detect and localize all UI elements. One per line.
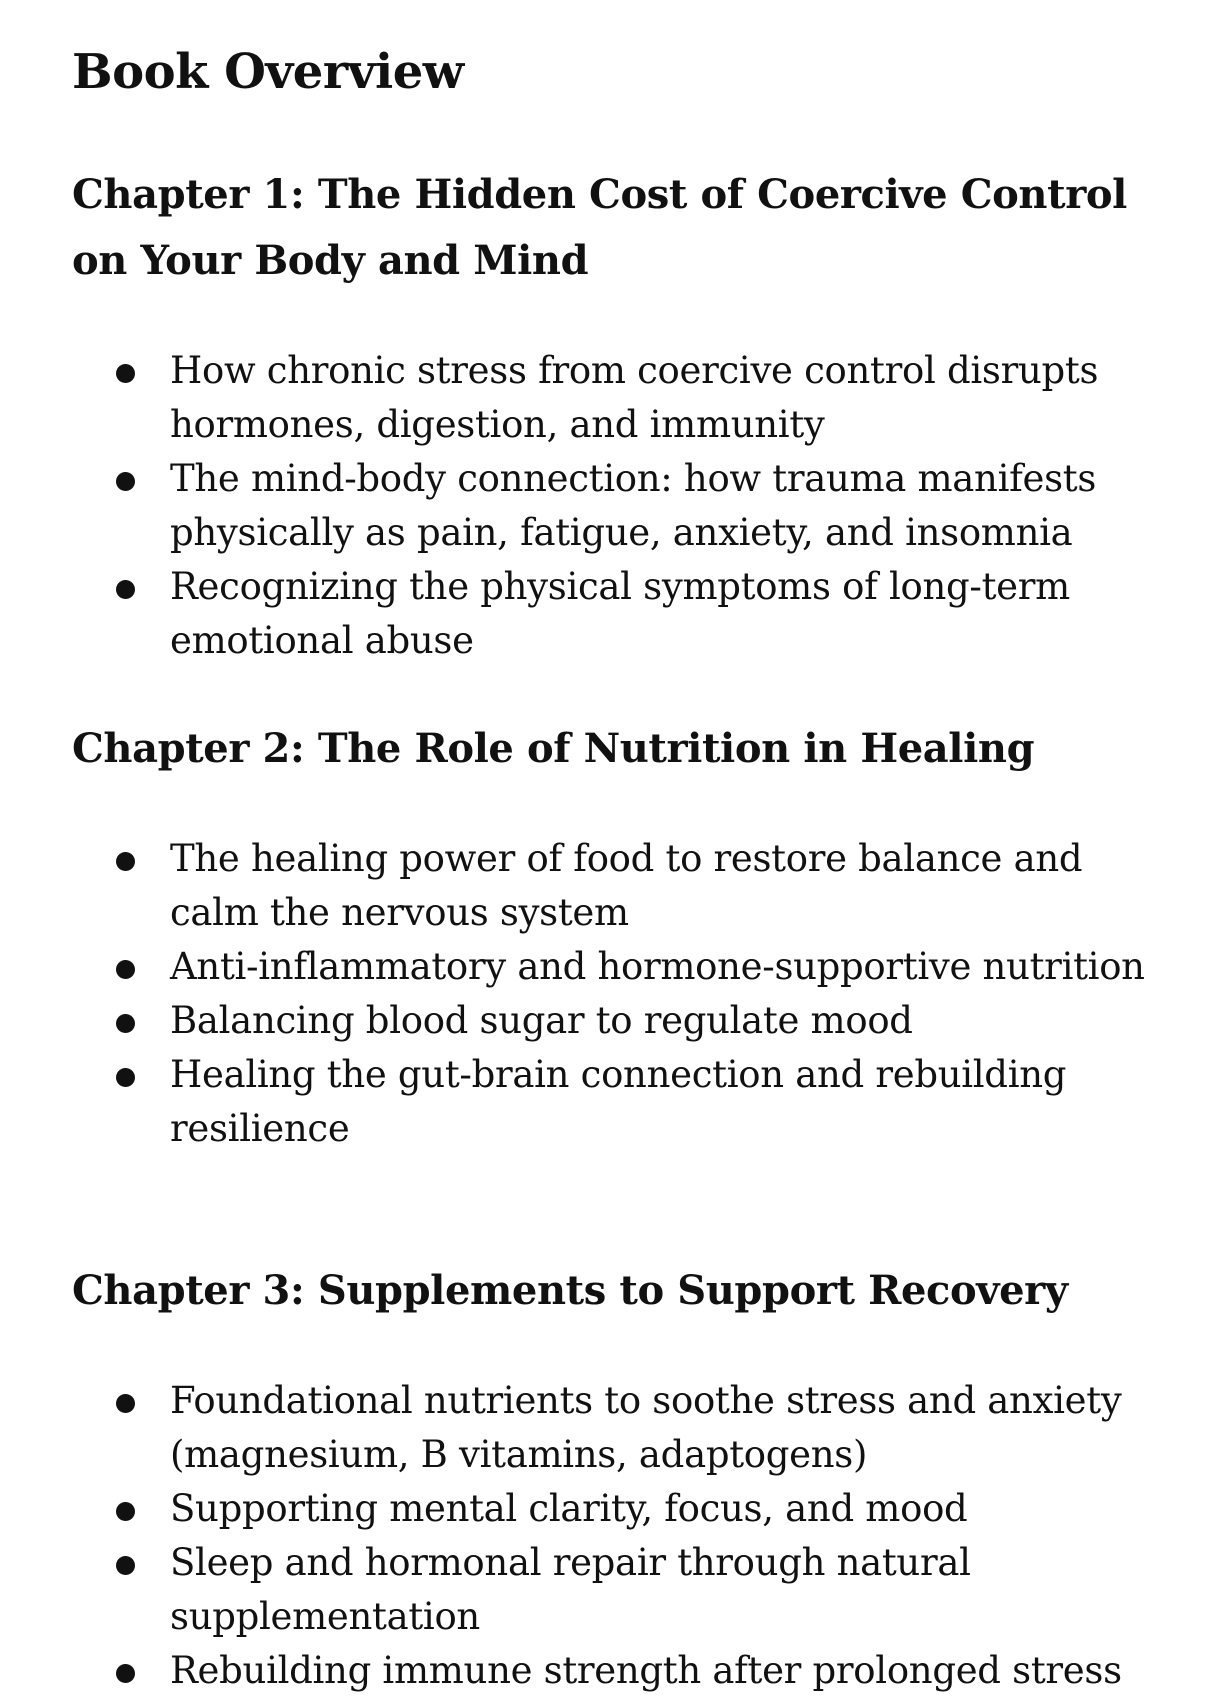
list-item-text: Foundational nutrients to soothe stress and anxiety (magnesium, B vitamins, adaptogens) [170, 1379, 1122, 1476]
list-item [108, 1536, 1168, 1644]
list-item [108, 1048, 1168, 1156]
bullet-icon [116, 852, 135, 871]
bullet-icon [116, 1664, 135, 1683]
list-item [108, 560, 1168, 668]
list-item [108, 1482, 1168, 1536]
list-item-text: Balancing blood sugar to regulate mood [170, 999, 913, 1042]
list-item-text: Rebuilding immune strength after prolonged stress [170, 1649, 1122, 1692]
chapter-3-heading: Chapter 3: Supplements to Support Recovery [72, 1267, 1068, 1314]
bullet-icon [116, 1502, 135, 1521]
list-item [108, 1374, 1168, 1482]
list-item [108, 940, 1168, 994]
chapter-3-points [108, 1374, 1168, 1698]
list-item [108, 1644, 1168, 1698]
bullet-icon [116, 364, 135, 383]
bullet-icon [116, 1394, 135, 1413]
chapter-2-heading: Chapter 2: The Role of Nutrition in Healing [72, 725, 1035, 772]
list-item-text: Sleep and hormonal repair through natural supplementation [170, 1541, 971, 1638]
list-item [108, 344, 1168, 452]
chapter-2-points [108, 832, 1168, 1156]
bullet-icon [116, 472, 135, 491]
list-item [108, 994, 1168, 1048]
list-item-text: Recognizing the physical symptoms of long-term emotional abuse [170, 565, 1070, 662]
bullet-icon [116, 960, 135, 979]
bullet-icon [116, 1068, 135, 1087]
list-item [108, 452, 1168, 560]
list-item-text: Supporting mental clarity, focus, and mood [170, 1487, 968, 1530]
list-item-text: Anti-inflammatory and hormone-supportive nutrition [170, 945, 1145, 988]
bullet-icon [116, 1014, 135, 1033]
list-item-text: Healing the gut-brain connection and rebuilding resilience [170, 1053, 1067, 1150]
bullet-icon [116, 580, 135, 599]
list-item [108, 832, 1168, 940]
bullet-icon [116, 1556, 135, 1575]
list-item-text: How chronic stress from coercive control disrupts hormones, digestion, and immunity [170, 349, 1099, 446]
chapter-1-points [108, 344, 1168, 668]
page-title: Book Overview [72, 44, 464, 100]
chapter-1-heading: Chapter 1: The Hidden Cost of Coercive Control on Your Body and Mind [72, 171, 1127, 284]
list-item-text: The mind-body connection: how trauma manifests physically as pain, fatigue, anxiety, and insomnia [170, 457, 1097, 554]
list-item-text: The healing power of food to restore balance and calm the nervous system [170, 837, 1083, 934]
